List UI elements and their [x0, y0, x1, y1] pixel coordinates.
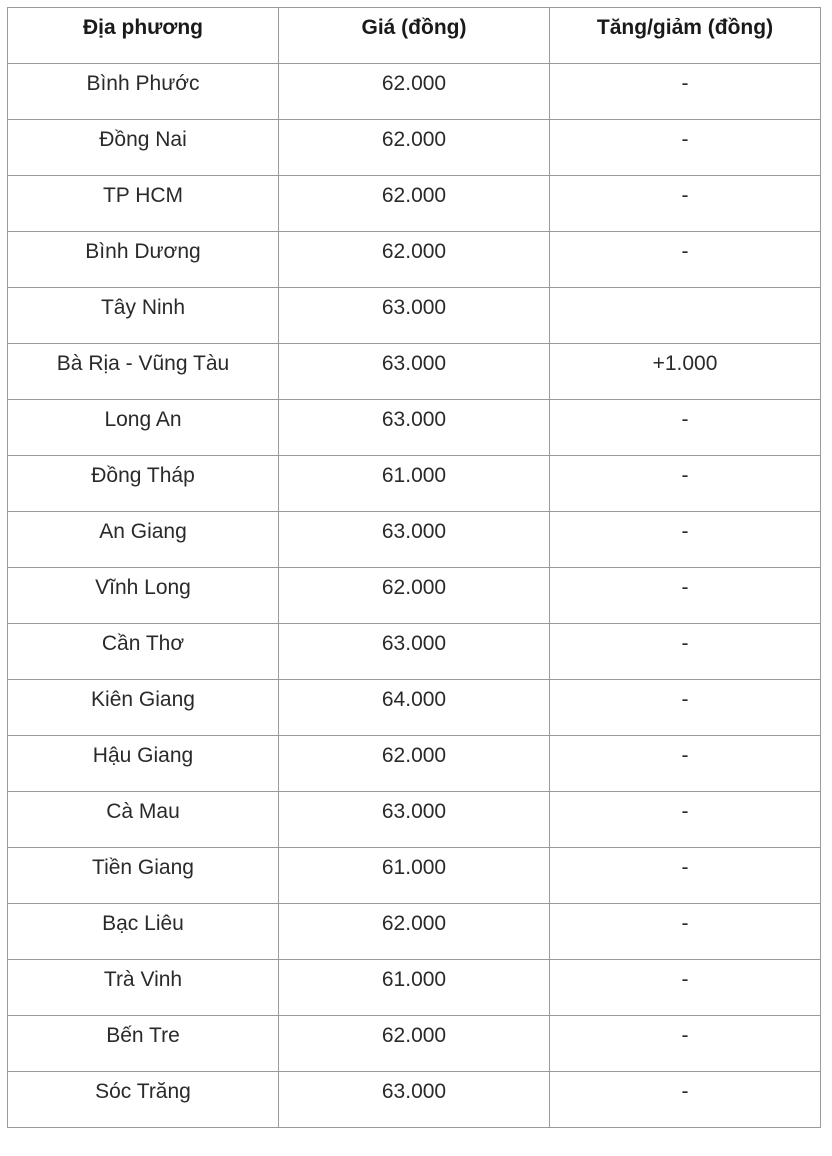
- change-cell: -: [550, 456, 821, 512]
- header-price: Giá (đồng): [279, 8, 550, 64]
- change-cell: -: [550, 624, 821, 680]
- price-cell: 63.000: [279, 288, 550, 344]
- price-cell: 63.000: [279, 400, 550, 456]
- change-cell: -: [550, 960, 821, 1016]
- change-cell: -: [550, 120, 821, 176]
- change-cell: -: [550, 64, 821, 120]
- locality-cell: Tiền Giang: [8, 848, 279, 904]
- locality-cell: Bạc Liêu: [8, 904, 279, 960]
- change-cell: [550, 288, 821, 344]
- change-cell: -: [550, 232, 821, 288]
- change-cell: -: [550, 792, 821, 848]
- table-row: [8, 64, 821, 120]
- price-cell: 62.000: [279, 736, 550, 792]
- table-row: [8, 344, 821, 400]
- locality-cell: TP HCM: [8, 176, 279, 232]
- price-cell: 63.000: [279, 512, 550, 568]
- table-row: [8, 120, 821, 176]
- change-cell: -: [550, 904, 821, 960]
- price-cell: 62.000: [279, 232, 550, 288]
- price-cell: 62.000: [279, 568, 550, 624]
- change-cell: -: [550, 400, 821, 456]
- table-row: [8, 512, 821, 568]
- locality-cell: Bà Rịa - Vũng Tàu: [8, 344, 279, 400]
- locality-cell: Trà Vinh: [8, 960, 279, 1016]
- table-row: [8, 400, 821, 456]
- locality-cell: Tây Ninh: [8, 288, 279, 344]
- table-row: [8, 848, 821, 904]
- table-row: [8, 288, 821, 344]
- header-locality: Địa phương: [8, 8, 279, 64]
- price-cell: 64.000: [279, 680, 550, 736]
- table-row: [8, 176, 821, 232]
- change-cell: -: [550, 512, 821, 568]
- change-cell: -: [550, 848, 821, 904]
- price-table: [7, 7, 821, 1128]
- price-cell: 61.000: [279, 456, 550, 512]
- locality-cell: An Giang: [8, 512, 279, 568]
- table-row: [8, 904, 821, 960]
- table-row: [8, 1016, 821, 1072]
- price-cell: 62.000: [279, 1016, 550, 1072]
- price-cell: 61.000: [279, 848, 550, 904]
- locality-cell: Sóc Trăng: [8, 1072, 279, 1128]
- locality-cell: Long An: [8, 400, 279, 456]
- change-cell: -: [550, 1072, 821, 1128]
- locality-cell: Kiên Giang: [8, 680, 279, 736]
- change-cell: -: [550, 176, 821, 232]
- locality-cell: Đồng Tháp: [8, 456, 279, 512]
- price-cell: 63.000: [279, 792, 550, 848]
- table-row: [8, 568, 821, 624]
- table-row: [8, 960, 821, 1016]
- price-cell: 63.000: [279, 344, 550, 400]
- table-row: [8, 736, 821, 792]
- change-cell: -: [550, 1016, 821, 1072]
- table-row: [8, 680, 821, 736]
- change-cell: -: [550, 736, 821, 792]
- locality-cell: Bình Dương: [8, 232, 279, 288]
- locality-cell: Cần Thơ: [8, 624, 279, 680]
- table-row: [8, 792, 821, 848]
- table-row: [8, 232, 821, 288]
- price-cell: 62.000: [279, 176, 550, 232]
- price-cell: 62.000: [279, 904, 550, 960]
- locality-cell: Đồng Nai: [8, 120, 279, 176]
- locality-cell: Bến Tre: [8, 1016, 279, 1072]
- price-cell: 62.000: [279, 64, 550, 120]
- price-cell: 63.000: [279, 1072, 550, 1128]
- locality-cell: Hậu Giang: [8, 736, 279, 792]
- change-cell: -: [550, 680, 821, 736]
- header-change: Tăng/giảm (đồng): [550, 8, 821, 64]
- change-cell: +1.000: [550, 344, 821, 400]
- locality-cell: Vĩnh Long: [8, 568, 279, 624]
- table-row: [8, 1072, 821, 1128]
- change-cell: -: [550, 568, 821, 624]
- price-cell: 62.000: [279, 120, 550, 176]
- locality-cell: Bình Phước: [8, 64, 279, 120]
- price-cell: 63.000: [279, 624, 550, 680]
- table-row: [8, 456, 821, 512]
- table-header-row: [8, 8, 821, 64]
- price-cell: 61.000: [279, 960, 550, 1016]
- table-row: [8, 624, 821, 680]
- locality-cell: Cà Mau: [8, 792, 279, 848]
